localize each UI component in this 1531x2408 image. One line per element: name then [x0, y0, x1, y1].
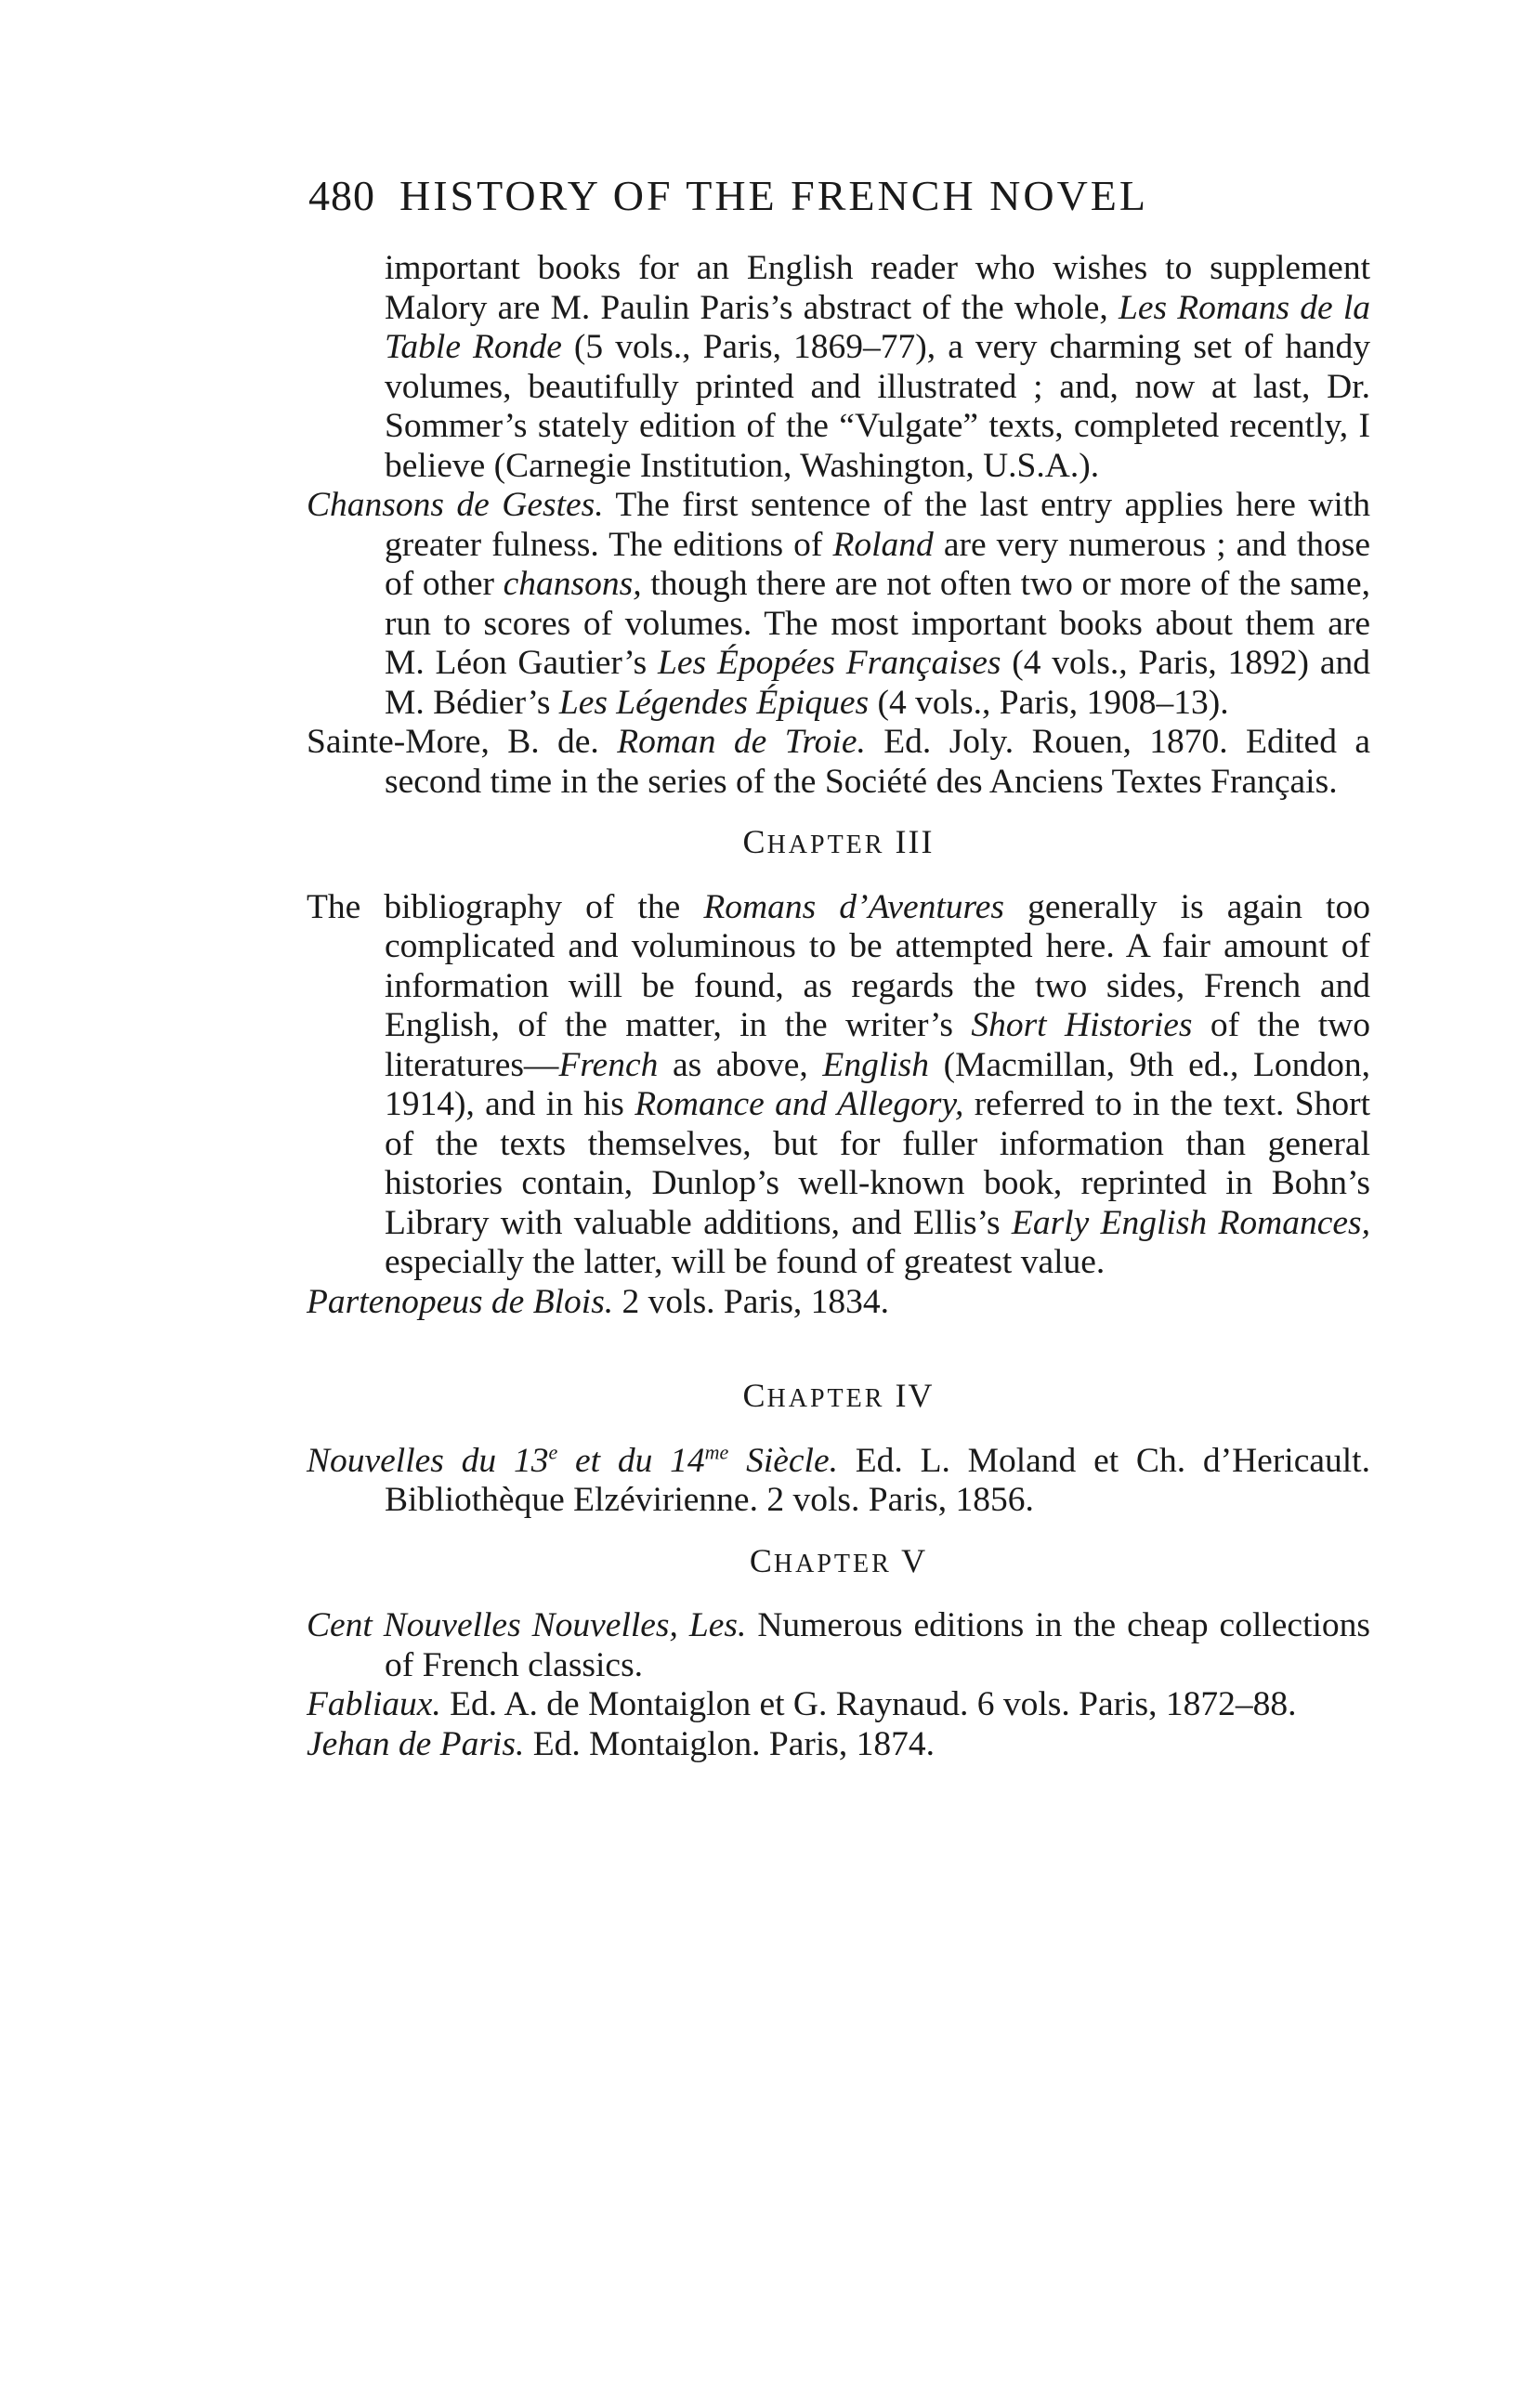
entry-cent-nouvelles: [307, 1606, 1370, 1685]
book-title: Fabliaux.: [307, 1685, 441, 1723]
text: Ed. L. Moland et Ch. d’Hericault. Bibliothèque Elzévirienne. 2 vols. Paris, 1856.: [385, 1441, 1370, 1519]
running-title: HISTORY OF THE FRENCH NOVEL: [399, 172, 1148, 219]
chapter-4-heading: [307, 1376, 1370, 1420]
text: are very numerous ; and those of other: [385, 525, 1370, 603]
book-title: Roman de Troie.: [617, 723, 866, 761]
book-title: Partenopeus de Blois.: [307, 1282, 614, 1321]
book-title: Roland: [832, 525, 934, 564]
text: generally is again too complicated and voluminous to be attempted here. A fair amount of information will be found, as regards the two sides, French and English, of the matter, in the writer’s: [385, 887, 1370, 1044]
text: of the two literatures—: [385, 1006, 1370, 1084]
book-title: Siècle.: [728, 1441, 838, 1480]
book-title: Short Histories: [971, 1006, 1193, 1044]
text: Ed. Montaiglon. Paris, 1874.: [524, 1724, 935, 1763]
book-title: Les Romans de la Table Ronde: [385, 288, 1370, 366]
page-body: [307, 249, 1370, 1764]
book-title: Les Épopées Françaises: [658, 644, 1001, 682]
chapter-word: HAPTER: [766, 831, 885, 859]
book-title: Cent Nouvelles Nouvelles, Les.: [307, 1606, 747, 1644]
book-title: Jehan de Paris.: [307, 1724, 525, 1763]
chapter-number: V: [901, 1541, 928, 1579]
text: Ed. Joly. Rouen, 1870. Edited a second time in the series of the Société des Anciens Textes Français.: [385, 723, 1370, 801]
text: though there are not often two or more of the same, run to scores of volumes. The most important books about them are M. Léon Gautier’s: [385, 565, 1370, 682]
book-title: Romance and Allegory,: [635, 1085, 964, 1123]
chapter-word: HAPTER: [773, 1549, 892, 1578]
chapter-initial: C: [749, 1541, 774, 1579]
entry-sainte-more: [307, 723, 1370, 802]
superscript: me: [704, 1440, 729, 1463]
chapter-5-heading: [307, 1541, 1370, 1585]
book-title: et du 14: [557, 1441, 705, 1480]
entry-fabliaux: [307, 1685, 1370, 1725]
entry-nouvelles: [307, 1442, 1370, 1521]
text: Ed. A. de Montaiglon et G. Raynaud. 6 vols. Paris, 1872–88.: [440, 1685, 1297, 1723]
chapter-initial: C: [742, 1377, 767, 1414]
running-header: [308, 171, 1321, 220]
emphasis: French: [558, 1045, 659, 1084]
chapter-number: III: [895, 823, 935, 860]
book-title: Nouvelles du 13: [307, 1441, 549, 1480]
entry-jehan-de-paris: [307, 1725, 1370, 1765]
paragraph-intro: [307, 249, 1370, 486]
text: (4 vols., Paris, 1892) and M. Bédier’s: [385, 644, 1370, 722]
author: Sainte-More, B. de.: [307, 723, 618, 761]
chapter-initial: C: [742, 823, 767, 860]
entry-chansons-de-gestes: [307, 486, 1370, 723]
entry-partenopeus: [307, 1283, 1370, 1323]
chapter-word: HAPTER: [766, 1384, 885, 1413]
text: especially the latter, will be found of greatest value.: [385, 1243, 1106, 1281]
text: The bibliography of the: [307, 887, 704, 926]
superscript: e: [548, 1440, 558, 1463]
text: The first sentence of the last entry applies here with greater fulness. The editions of: [385, 486, 1370, 564]
emphasis: chansons,: [503, 565, 642, 603]
text: 2 vols. Paris, 1834.: [613, 1282, 890, 1321]
text: Numerous editions in the cheap collections of French classics.: [385, 1606, 1371, 1684]
entry-romans-daventures: [307, 888, 1370, 1283]
text: (5 vols., Paris, 1869–77), a very charming set of handy volumes, beautifully printed and illustrated ; and, now at last, Dr. Sommer’s stately edition of the “Vulgate” texts, completed recently, I believe (Carnegie Institution, Washington, U.S.A.).: [385, 328, 1371, 485]
text: (4 vols., Paris, 1908–13).: [869, 683, 1229, 722]
page-number: 480: [308, 172, 375, 219]
entry-heading: Chansons de Gestes.: [307, 486, 604, 524]
emphasis: English: [822, 1045, 930, 1084]
chapter-number: IV: [895, 1377, 935, 1414]
chapter-3-heading: [307, 822, 1370, 866]
text: (Macmillan, 9th ed., London, 1914), and in his: [385, 1045, 1370, 1123]
text: referred to in the text. Short of the texts themselves, but for fuller information than general histories contain, Dunlop’s well-known book, reprinted in Bohn’s Library with valuable additions, and Ellis’s: [385, 1085, 1371, 1242]
book-title: Early English Romances,: [1011, 1203, 1370, 1242]
book-title: Les Légendes Épiques: [558, 683, 870, 722]
text: as above,: [658, 1045, 823, 1084]
text: important books for an English reader who wishes to supplement Malory are M. Paulin Paris’s abstract of the whole,: [385, 249, 1370, 327]
book-title: Romans d’Aventures: [703, 887, 1004, 926]
